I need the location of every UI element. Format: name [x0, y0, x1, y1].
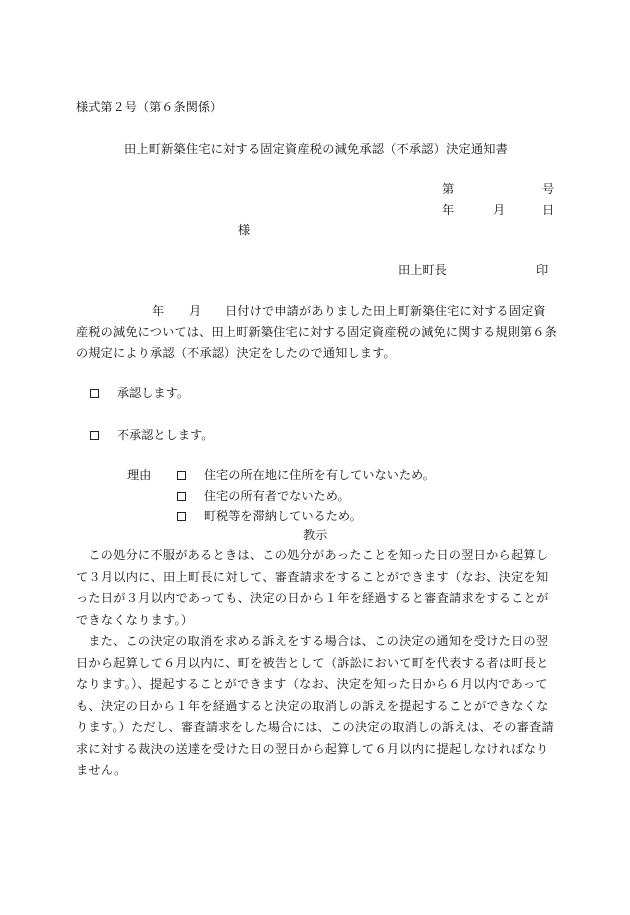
approve-option[interactable]: [90, 385, 189, 401]
notice-paragraph-1: この処分に不服があるときは、この処分があったことを知った日の翌日から起算して３月以内に、田上町長に対して、審査請求をすることができます（なお、決定を知った日が３月以内であっても、決定の日から１年を経過すると審査請求をすることができなくなります。）: [76, 548, 549, 627]
reason-label: 理由: [127, 468, 152, 482]
date-day: 日: [542, 203, 555, 217]
reason-item[interactable]: 住宅の所在地に住所を有していないため。: [177, 467, 435, 483]
approve-label: 承認します。: [116, 386, 190, 400]
reason-checkbox[interactable]: [177, 471, 186, 480]
form-label: 様式第２号（第６条関係）: [76, 100, 223, 114]
notice-heading: 教示: [303, 528, 328, 542]
reason-checkbox[interactable]: [177, 492, 186, 501]
intro-month: 月: [189, 304, 202, 318]
reason-item[interactable]: 町税等を滞納しているため。: [177, 508, 362, 524]
intro-line-3: の規定により承認（不承認）決定をしたので通知します。: [76, 346, 396, 360]
date-year: 年: [442, 203, 455, 217]
disapprove-label: 不承認とします。: [116, 428, 214, 442]
disapprove-checkbox[interactable]: [90, 431, 99, 440]
intro-line-1: 日付けで申請がありました田上町新築住宅に対する固定資: [225, 304, 546, 318]
date-month: 月: [493, 203, 506, 217]
addressee-suffix: 様: [238, 223, 251, 237]
intro-line-2: 産税の減免については、田上町新築住宅に対する固定資産税の減免に関する規則第６条: [76, 325, 557, 339]
doc-number-prefix: 第: [442, 182, 455, 196]
sender-name: 田上町長: [398, 263, 447, 277]
reason-item[interactable]: 住宅の所有者でないため。: [177, 488, 350, 504]
disapprove-option[interactable]: [90, 427, 213, 443]
doc-number-suffix: 号: [542, 182, 555, 196]
document-title: 田上町新築住宅に対する固定資産税の減免承認（不承認）決定通知書: [124, 142, 509, 156]
notice-body: [76, 545, 558, 782]
approve-checkbox[interactable]: [90, 389, 99, 398]
reason-checkbox[interactable]: [177, 512, 186, 521]
seal-mark: 印: [536, 263, 549, 277]
intro-year: 年: [152, 304, 165, 318]
notice-paragraph-2: また、この決定の取消を求める訴えをする場合は、この決定の通知を受けた日の翌日から起算して６月以内に、町を被告として（訴訟において町を代表する者は町長となります。）、提起することができます（なお、決定を知った日から６月以内であっても、決定の日から１年を経過すると決定の取消しの訴えを提起することができなくなります。）ただし、審査請求をした場合には、この決定の取消しの訴えは、その審査請求に対する裁決の送達を受けた日の翌日から起算して６月以内に提起しなければなりません。: [76, 634, 554, 777]
